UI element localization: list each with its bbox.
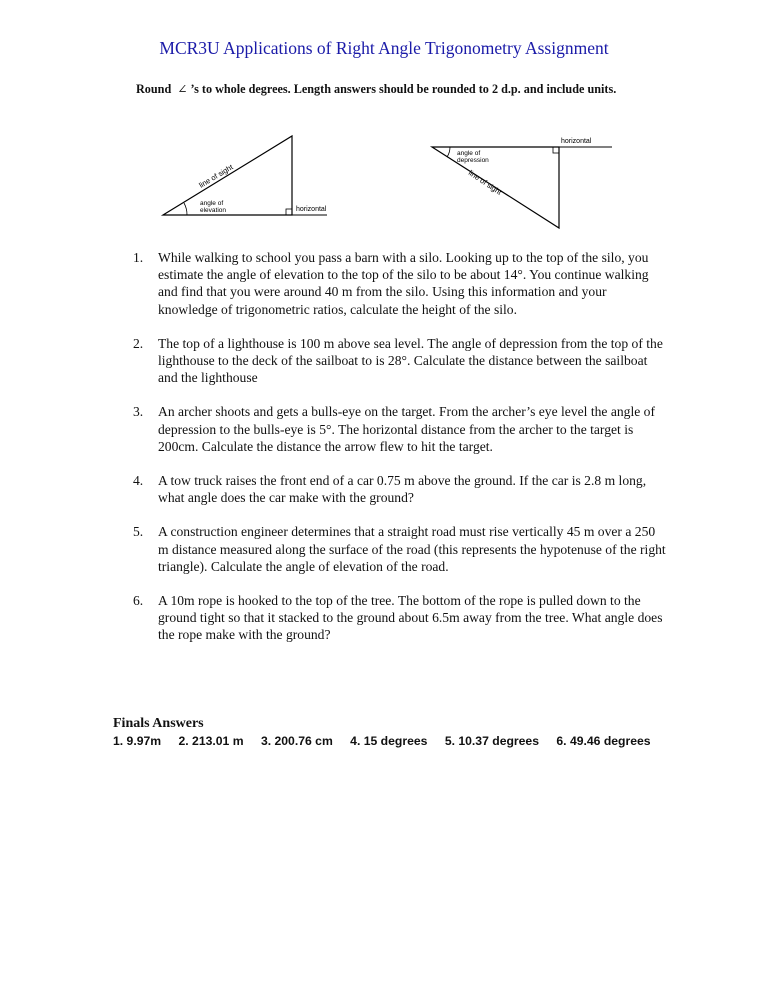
angle-arc — [184, 203, 187, 215]
instructions-suffix: ’s to whole degrees. Length answers should be rounded to 2 d.p. and include units. — [190, 82, 617, 96]
answer-item: 4. 15 degrees — [350, 734, 428, 748]
question-text: The top of a lighthouse is 100 m above sea level. The angle of depression from the top of the lighthouse to the deck of the sailboat to is 28°. Calculate the distance between the sailboat and the lighthouse — [158, 335, 663, 386]
right-angle-marker — [553, 147, 559, 153]
line-of-sight-label: line of sight — [197, 162, 235, 190]
top-horizontal-label: horizontal — [561, 138, 592, 145]
question-text: A tow truck raises the front end of a car 0.75 m above the ground. If the car is 2.8 m long, what angle does the car make with the ground? — [158, 473, 647, 506]
answer-item: 3. 200.76 cm — [260, 734, 333, 748]
answer-item: 1. 9.97m — [113, 734, 162, 748]
angle-label-line2: elevation — [200, 207, 227, 214]
question-item — [133, 523, 669, 575]
angle-arc — [447, 147, 450, 157]
answer-item: 6. 49.46 degrees — [556, 734, 651, 748]
horizontal-label: horizontal — [296, 206, 327, 213]
instructions-prefix: Round — [136, 82, 172, 96]
angle-label-line1: angle of — [200, 200, 224, 207]
question-item — [133, 249, 669, 318]
question-number: 6. — [133, 593, 144, 609]
answers-list — [113, 734, 673, 749]
page-title: MCR3U Applications of Right Angle Trigonometry Assignment — [159, 38, 609, 58]
question-number: 2. — [133, 335, 144, 351]
answers-title: Finals Answers — [113, 716, 204, 731]
right-angle-marker — [286, 209, 292, 215]
line-of-sight-label: line of sight — [466, 168, 504, 197]
question-number: 4. — [133, 473, 144, 489]
question-item — [133, 403, 669, 455]
question-text: An archer shoots and gets a bulls-eye on the target. From the archer’s eye level the angle of depression to the bulls-eye is 5°. The horizontal distance from the archer to the target is 200cm. Calculate the distance the arrow flew to hit the target. — [158, 404, 656, 454]
question-text: While walking to school you pass a barn with a silo. Looking up to the top of the silo, you estimate the angle of elevation to the top of the silo to be about 14°. You continue walking and find that you were around 40 m from the silo. Using this information and your knowledge of trigonometric ratios, calculate the height of the silo. — [158, 250, 649, 317]
question-number: 3. — [133, 404, 144, 420]
question-text: A construction engineer determines that a straight road must rise vertically 45 m over a 250 m distance measured along the surface of the road (this represents the hypotenuse of the right triangle). Calculate the angle of elevation of the road. — [158, 524, 666, 574]
answer-item: 2. 213.01 m — [178, 734, 244, 748]
angle-symbol-icon: ∠ — [177, 82, 188, 96]
elevation-diagram — [155, 130, 340, 225]
question-item — [133, 335, 669, 387]
angle-label-line2: depression — [457, 157, 489, 164]
question-number: 1. — [133, 250, 144, 265]
angle-label-line1: angle of — [457, 150, 481, 157]
depression-diagram — [428, 132, 618, 232]
question-text: A 10m rope is hooked to the top of the tree. The bottom of the rope is pulled down to the ground tight so that it stacked to the ground about 6.5m away from the tree. What angle does the rope make with the ground? — [158, 593, 663, 643]
question-list — [133, 249, 669, 661]
elevation-triangle — [163, 136, 292, 215]
question-item — [133, 592, 669, 644]
answer-item: 5. 10.37 degrees — [444, 734, 539, 748]
instructions — [136, 82, 616, 97]
question-number: 5. — [133, 524, 144, 540]
question-item — [133, 472, 669, 506]
